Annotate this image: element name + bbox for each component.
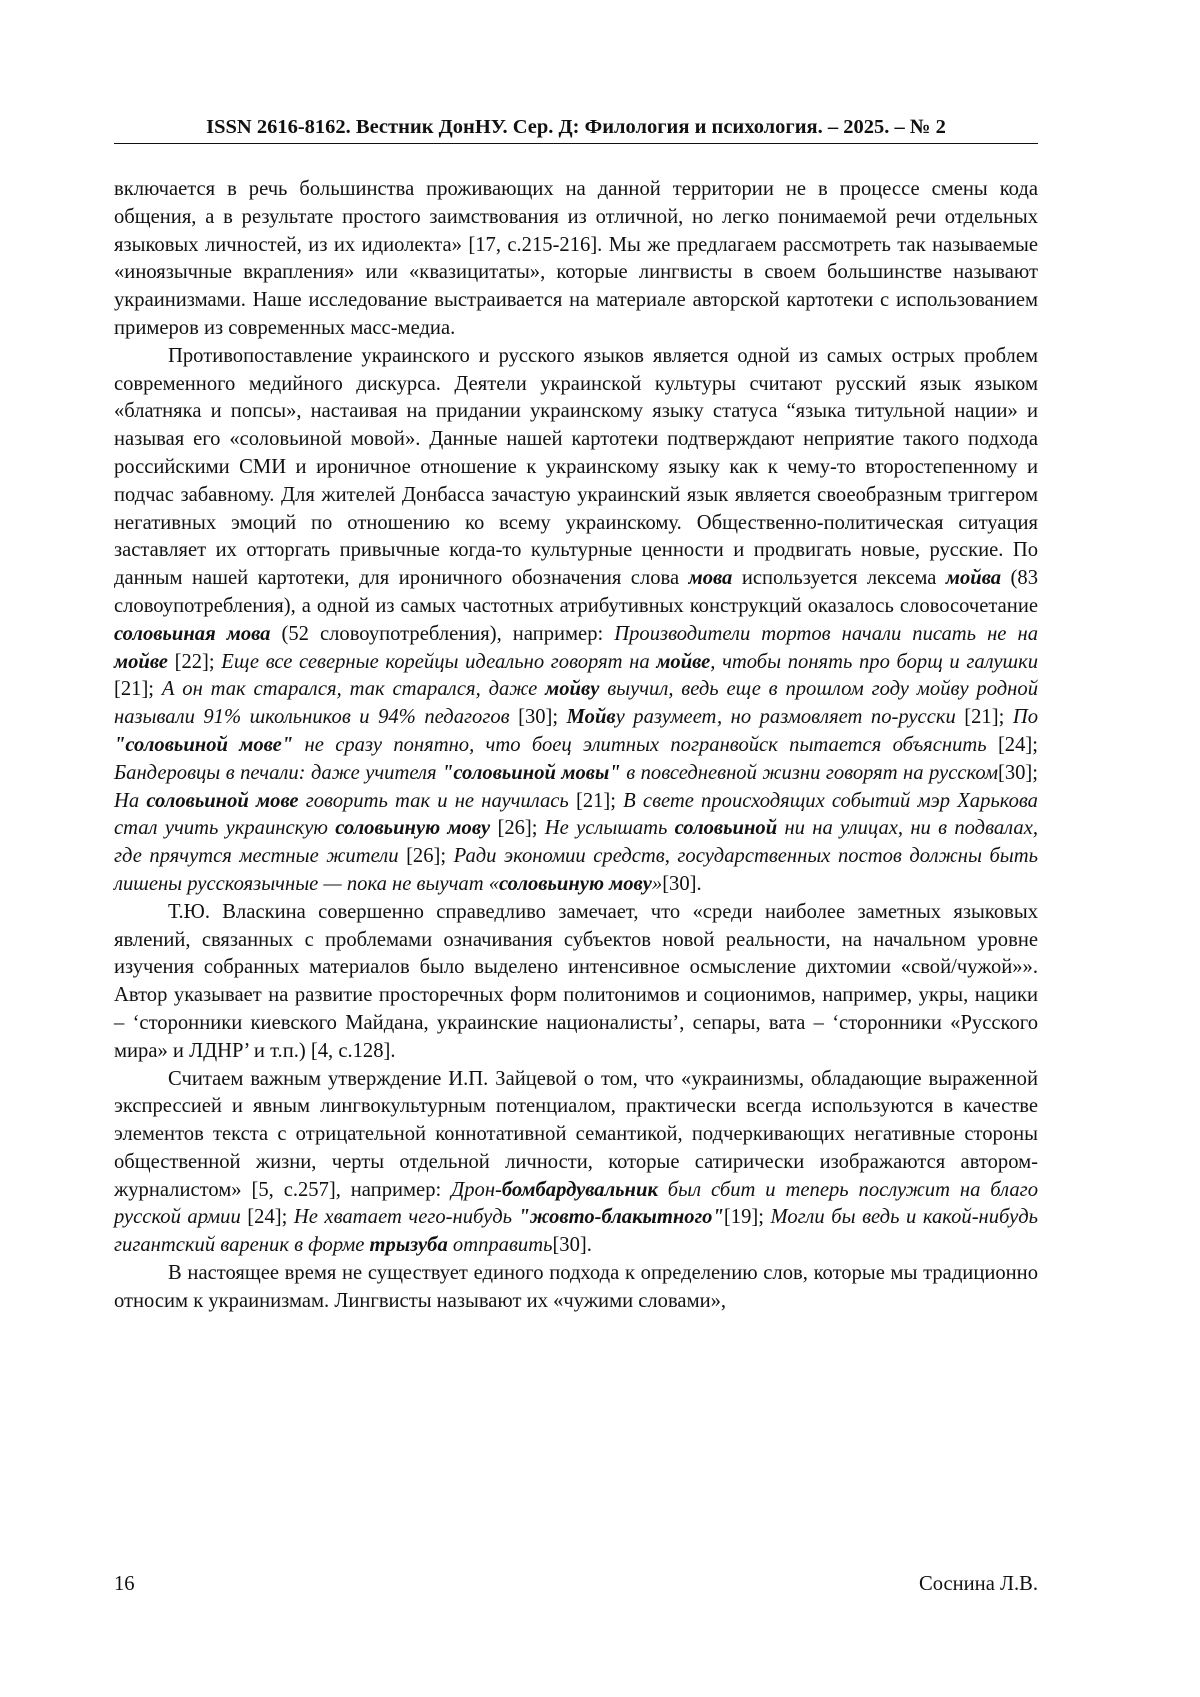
emphasized-term: мойву	[545, 678, 600, 701]
running-header: ISSN 2616-8162. Вестник ДонНУ. Сер. Д: Филология и психология. – 2025. – № 2	[206, 116, 946, 138]
example-quote: Производители тортов начали писать не на	[614, 622, 1038, 645]
emphasized-term: мойве	[656, 650, 711, 673]
text-run: [30];	[509, 706, 567, 729]
text-run: [26];	[398, 845, 454, 868]
article-body	[114, 176, 1038, 1316]
paragraph-4	[114, 1066, 1038, 1261]
example-quote: в повседневной жизни говорят на русском	[620, 761, 998, 784]
text-run: [30];	[997, 761, 1039, 784]
text-run: [26];	[490, 817, 545, 840]
text-run: (83 словоупотребления), а одной из самых частотных атрибутивных конструкций оказалось словосочетание	[114, 567, 1039, 617]
text-run: [22];	[167, 650, 222, 673]
example-quote: А он так старался, так старался, даже	[161, 678, 546, 701]
emphasized-term: трызуба	[369, 1234, 448, 1257]
emphasized-term: Мойв	[566, 706, 616, 729]
example-quote: Не услышать	[544, 817, 675, 840]
text-run: [30].	[662, 872, 702, 895]
paragraph-2	[114, 343, 1038, 899]
text-run: Т.Ю. Власкина совершенно справедливо замечает, что «среди наиболее заметных языковых явлений, связанных с проблемами означивания субъектов новой реальности, на начальном уровне изучения собранных материалов было выделено интенсивное осмысление дихтомии «свой/чужой»». Автор указывает на развитие просторечных форм политонимов и соционимов, например, укры, нацики – ‘сторонники киевского Майдана, украинские националисты’, сепары, вата – ‘сторонники «Русского мира» и ЛДНР’ и т.п.) [4, с.128].	[114, 900, 1038, 1062]
text-run: (52 словоупотребления), например:	[270, 622, 615, 645]
text-run: [24];	[240, 1206, 294, 1229]
text-run: [21];	[114, 678, 162, 701]
emphasized-term: "соловьиной мове"	[114, 733, 294, 756]
example-quote: не сразу понятно, что боец элитных погранвойск пытается объяснить	[293, 733, 987, 756]
text-run: Считаем важным утверждение И.П. Зайцевой о том, что «украинизмы, обладающие выраженной экспрессией и явным лингвокультурным потенциалом, практически всегда используются в качестве элементов текста с отрицательной коннотативной семантикой, подчеркивающих негативные стороны общественной жизни, черты отдельной личности, которые сатирически изображаются автором-журналистом» [5, с.257], например:	[114, 1067, 1038, 1201]
emphasized-term: соловьиную мову	[335, 817, 491, 840]
example-quote: »	[651, 872, 663, 895]
example-quote: у разумеет, но размовляет по-русски	[615, 706, 956, 729]
emphasized-term: "соловьиной мовы"	[441, 761, 621, 784]
example-quote: В свете происходящих событий мэр Харькова стал учить украинскую	[114, 789, 1038, 840]
text-run: [21];	[955, 706, 1013, 729]
example-quote: был сбит и теперь послужит на благо русской армии	[114, 1178, 1038, 1229]
example-quote: отправить	[447, 1234, 553, 1257]
page-number: 16	[114, 1573, 135, 1595]
example-quote: Ради экономии средств, государственных постов должны быть лишены русскоязычные — пока не выучат «	[114, 845, 1038, 895]
example-quote: По	[1012, 706, 1038, 729]
emphasized-term: соловьиной	[674, 817, 778, 840]
paragraph-3	[114, 899, 1038, 1066]
example-quote: выучил, ведь еще в прошлом году мойву родной называли 91% школьников и 94% педагогов	[114, 678, 1038, 729]
text-run: [21];	[568, 789, 624, 812]
header-rule	[114, 143, 1038, 144]
emphasized-term: мойва	[945, 567, 1002, 590]
text-run: Противопоставление украинского и русского языков является одной из самых острых проблем современного медийного дискурса. Деятели украинской культуры считают русский язык языком «блатняка и попсы», настаивая на придании украинскому языку статуса “языка титульной нации» и называя его «соловьиной мовой». Данные нашей картотеки подтверждают неприятие такого подхода российскими СМИ и ироничное отношение к украинскому языку как к чему-то второстепенному и подчас забавному. Для жителей Донбасса зачастую украинский язык является своеобразным триггером негативных эмоций по отношению ко всему украинскому. Общественно-политическая ситуация заставляет их отторгать привычные когда-то культурные ценности и продвигать новые, русские. По данным нашей картотеки, для ироничного обозначения слова	[114, 344, 1038, 590]
author-name: Соснина Л.В.	[918, 1573, 1038, 1595]
text-run: [24];	[986, 733, 1038, 756]
text-run: В настоящее время не существует единого подхода к определению слов, которые мы традиционно относим к украинизмам. Лингвисты называют их «чужими словами»,	[114, 1262, 1038, 1312]
example-quote: говорить так и не научилась	[298, 789, 569, 812]
text-run: [30].	[552, 1234, 592, 1257]
emphasized-term: бомбардувальник	[501, 1178, 658, 1201]
example-quote: Дрон-	[451, 1178, 502, 1201]
example-quote: Могли бы ведь и какой-нибудь гигантский вареник в форме	[114, 1206, 1039, 1257]
text-run: [19];	[723, 1206, 771, 1229]
paragraph-5	[114, 1260, 1038, 1316]
text-run: используется лексема	[732, 567, 946, 590]
emphasized-term: соловьиную мову	[499, 872, 652, 895]
example-quote: ни на улицах, ни в подвалах, где прячутся местные жители	[114, 817, 1038, 868]
emphasized-term: мова	[688, 567, 733, 590]
paragraph-1	[114, 176, 1038, 343]
example-quote: , чтобы понять про борщ и галушки	[710, 650, 1039, 673]
example-quote: Еще все северные корейцы идеально говорят на	[221, 650, 657, 673]
example-quote: Бандеровцы в печали: даже учителя	[114, 761, 442, 784]
example-quote: Не хватает чего-нибудь	[293, 1206, 519, 1229]
emphasized-term: "жовто-блакытного"	[518, 1206, 724, 1229]
emphasized-term: соловьиная мова	[114, 622, 271, 645]
emphasized-term: мойве	[114, 650, 168, 673]
text-run: включается в речь большинства проживающих на данной территории не в процессе смены кода общения, а в результате простого заимствования из отличной, но легко понимаемой речи отдельных языковых личностей, из их идиолекта» [17, с.215-216]. Мы же предлагаем рассмотреть так называемые «иноязычные вкрапления» или «квазицитаты», которые лингвисты в своем большинстве называют украинизмами. Наше исследование выстраивается на материале авторской картотеки с использованием примеров из современных масс-медиа.	[114, 178, 1038, 339]
example-quote: На	[114, 789, 147, 812]
emphasized-term: соловьиной мове	[146, 789, 299, 812]
